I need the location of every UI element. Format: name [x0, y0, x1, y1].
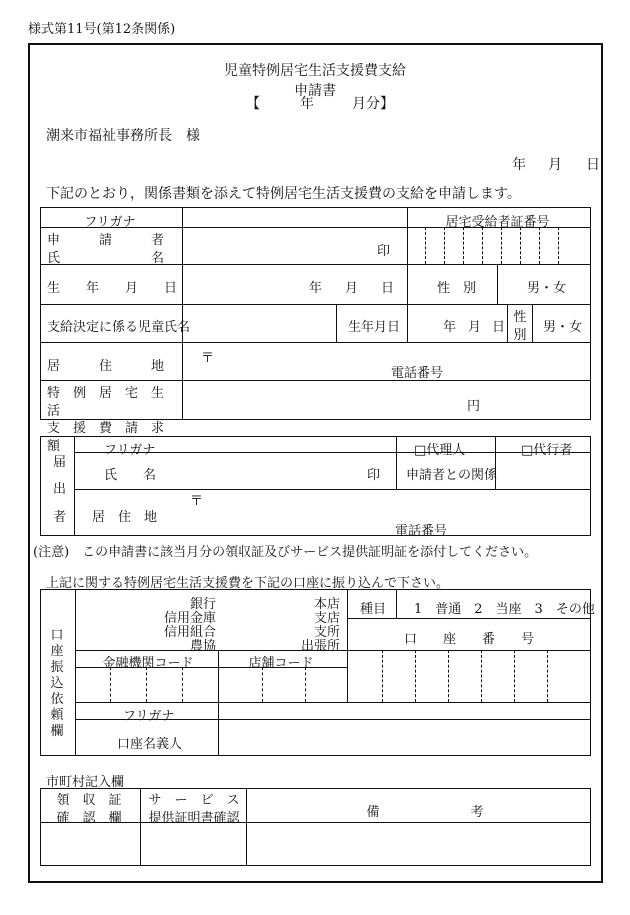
- date-day-label: 日: [586, 157, 600, 173]
- branch-type-4: 出張所: [300, 639, 340, 654]
- account-holder-label: 口座名義人: [117, 737, 183, 752]
- notifier-furigana-label: フリガナ: [104, 443, 156, 458]
- bank-name-line: [75, 702, 591, 703]
- remarks-label: 備 考: [366, 805, 484, 820]
- account-digit-line-6: [547, 650, 548, 702]
- municipal-divider-1: [140, 788, 141, 866]
- receipt-check-label: [48, 792, 130, 827]
- bank-type-2: 信用金庫: [163, 611, 216, 626]
- notifier-phone-label: 電話番号: [395, 524, 448, 539]
- notifier-residence-label: 居 住 地: [92, 510, 158, 525]
- applicant-name-line-2: 氏 名: [47, 250, 165, 266]
- account-digit-line-1: [382, 650, 383, 702]
- child-birth-label: 生年月日: [348, 320, 401, 335]
- residence-phone-label: 電話番号: [391, 366, 444, 381]
- claim-amount-line-1: 特 例 居 宅 生 活: [47, 386, 178, 419]
- bank-side-divider: [75, 589, 76, 756]
- period-year-label: 年: [300, 96, 314, 112]
- birth-day-label: 日: [381, 281, 395, 296]
- bank-account-line-2: [347, 650, 591, 651]
- bank-type-divider: [396, 589, 397, 618]
- residence-postal-mark: 〒: [201, 351, 215, 366]
- applicant-name-line-1: 申 請 者: [47, 233, 165, 248]
- branch-code-digit-line-1: [262, 667, 263, 702]
- bank-code-digit-line-1: [110, 667, 111, 702]
- child-month-label: 月: [468, 320, 482, 335]
- applicant-seal-label: 印: [377, 244, 391, 259]
- branch-type-2: 支店: [313, 611, 340, 626]
- cert-digit-line-5: [501, 227, 502, 264]
- notifier-side-label-3: 者: [53, 510, 67, 525]
- bank-account-line-1: [347, 618, 591, 619]
- executor-option: □代行者: [521, 443, 573, 458]
- account-digit-line-5: [514, 650, 515, 702]
- notifier-seal-label: 印: [367, 468, 381, 483]
- applicant-row-line-3: [40, 304, 591, 305]
- applicant-divider-gender: [407, 264, 408, 304]
- applicant-name-label: [47, 232, 179, 267]
- cert-digit-line-8: [558, 227, 559, 264]
- agent-option: □代理人: [414, 443, 466, 458]
- receipt-check-line-1: 領 収 証: [56, 793, 122, 808]
- child-name-label: 支給決定に係る児童氏名: [47, 320, 191, 335]
- account-digit-line-4: [481, 650, 482, 702]
- notifier-relationship-divider: [396, 436, 397, 489]
- form-title: 児童特例居宅生活支援費支給申請書: [224, 63, 406, 99]
- notifier-side-label-1: 届: [53, 455, 67, 470]
- relationship-label: 申請者との関係: [406, 468, 498, 483]
- service-proof-line-1: サ ー ビ ス: [148, 793, 240, 808]
- cert-digit-line-3: [463, 227, 464, 264]
- applicant-row-line-5: [40, 380, 591, 381]
- date-year-label: 年: [512, 157, 526, 173]
- recipient-text: 潮来市福祉事務所長 様: [46, 128, 200, 144]
- child-year-label: 年: [443, 320, 457, 335]
- bank-code-label: 金融機関コード: [102, 656, 194, 671]
- cert-digit-line-4: [482, 227, 483, 264]
- claim-amount-line-2: 支 援 費 請 求 額: [47, 421, 178, 454]
- service-proof-check-label: [145, 792, 243, 827]
- bank-code-digit-line-2: [146, 667, 147, 702]
- bank-type-3: 信用組合: [163, 625, 216, 640]
- claim-yen-label: 円: [467, 399, 481, 414]
- branch-code-label: 店舗コード: [248, 656, 314, 671]
- account-type-options: 1 普通 2 当座 3 その他: [414, 602, 595, 617]
- service-proof-line-2: 提供証明書確認: [148, 810, 240, 826]
- birth-month-label: 月: [345, 281, 359, 296]
- branch-type-3: 支所: [313, 625, 340, 640]
- intro-text: 下記のとおり，関係書類を添えて特例居宅生活支援費の支給を申請します。: [46, 186, 521, 202]
- receipt-check-line-2: 確 認 欄: [56, 810, 122, 826]
- period-bracket-left: 【: [246, 96, 260, 112]
- bank-type-1: 銀行: [189, 597, 216, 612]
- residence-label: 居 住 地: [47, 359, 165, 374]
- applicant-divider-gender-value: [497, 264, 498, 304]
- notifier-postal-mark: 〒: [190, 494, 204, 509]
- date-month-label: 月: [548, 157, 562, 173]
- child-day-label: 日: [492, 320, 506, 335]
- bank-main-divider: [347, 589, 348, 702]
- cert-digit-line-7: [539, 227, 540, 264]
- cert-digit-line-1: [425, 227, 426, 264]
- gender-value: 男・女: [527, 281, 567, 296]
- branch-type-1: 本店: [313, 597, 340, 612]
- child-gender-label: [509, 309, 531, 344]
- bank-type-4: 農協: [189, 639, 216, 654]
- municipal-divider-2: [246, 788, 247, 866]
- cert-digit-line-2: [444, 227, 445, 264]
- child-divider-gender-value: [532, 304, 533, 342]
- birth-year-label: 年: [309, 281, 323, 296]
- birth-date-label: 生 年 月 日: [47, 281, 178, 296]
- account-digit-line-3: [448, 650, 449, 702]
- child-divider-date: [407, 304, 408, 342]
- applicant-divider-left: [182, 207, 183, 420]
- bank-code-digit-line-3: [182, 667, 183, 702]
- applicant-furigana-label: フリガナ: [84, 215, 136, 230]
- account-furigana-label: フリガナ: [123, 709, 175, 724]
- municipal-section-label: 市町村記入欄: [46, 775, 125, 790]
- form-number-label: 様式第11号(第12条関係): [28, 22, 176, 37]
- period-month-label: 月分】: [352, 96, 394, 112]
- notifier-side-label-2: 出: [53, 482, 67, 497]
- applicant-divider-cert: [407, 207, 408, 264]
- child-gender-value: 男・女: [543, 320, 583, 335]
- account-number-label: 口 座 番 号: [403, 632, 534, 647]
- notifier-side-divider: [74, 436, 75, 536]
- notifier-row-line-2: [74, 489, 591, 490]
- caution-note: (注意) この申請書に該当月分の領収証及びサービス提供証明証を添付してください。: [33, 545, 538, 560]
- child-gender-line-1: 性: [513, 310, 527, 325]
- bank-intro-note: 上記に関する特例居宅生活支援費を下記の口座に振り込んで下さい。: [46, 576, 450, 591]
- child-gender-line-2: 別: [513, 327, 527, 343]
- bank-side-label: 口座振込依頼欄: [50, 628, 64, 739]
- child-divider-birth: [336, 304, 337, 342]
- notifier-name-label: 氏 名: [104, 468, 157, 483]
- cert-number-label: 居宅受給者証番号: [445, 215, 550, 230]
- gender-label: 性 別: [437, 281, 477, 296]
- branch-code-digit-line-2: [305, 667, 306, 702]
- child-divider-gender: [507, 304, 508, 342]
- cert-digit-line-6: [520, 227, 521, 264]
- account-type-label: 種目: [360, 602, 387, 617]
- account-digit-line-2: [415, 650, 416, 702]
